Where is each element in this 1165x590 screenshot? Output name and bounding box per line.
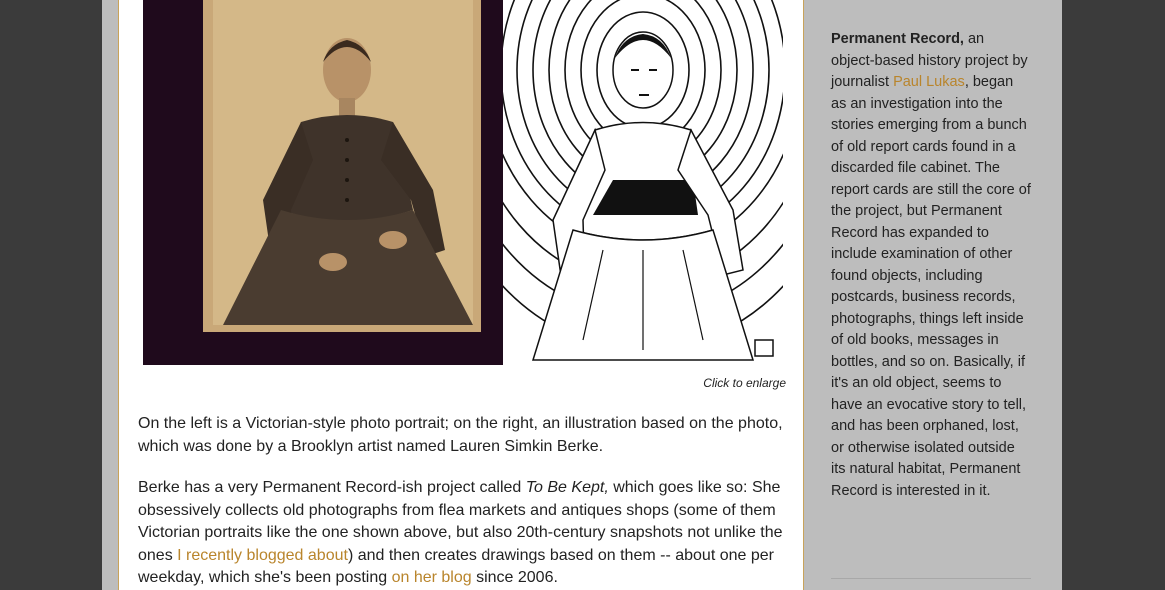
sidebar-body: , began as an investigation into the stories emerging from a bunch of old report cards found in a discarded file cabinet. The report cards are still the core of the project, but Permanent Record has expanded to include examination of other found objects, including postcards, business records, photographs, things left inside of old books, messages in bottles, and so on. Basically, if it's an old object, seems to have an evocative story to tell, and has been orphaned, lost, or otherwise isolated outside its natural habitat, Permanent Record is interested in it. (831, 74, 1031, 499)
p2-text-b: which goes like so: She obsessively collects old photographs from flea markets and antiques shops (some of them Victorian portraits like the one shown above, but also 20th-century snapshots not unlike the ones (138, 479, 783, 564)
author-link[interactable]: Paul Lukas (893, 74, 965, 90)
photo-comparison[interactable] (143, 0, 783, 365)
p2-text-a: Berke has a very Permanent Record-ish project called (138, 479, 526, 496)
main-content (118, 0, 804, 590)
image-caption[interactable]: Click to enlarge (703, 376, 786, 390)
page (102, 0, 1062, 590)
article-paragraph-1: On the left is a Victorian-style photo portrait; on the right, an illustration based on the photo, which was done by a Brooklyn artist named Lauren Simkin Berke. (138, 415, 783, 455)
p2-text-d: since 2006. (471, 569, 558, 586)
p2-text-c: ) and then creates drawings based on them -- about one per weekday, which she's been posting (138, 546, 774, 586)
victorian-photo[interactable] (183, 0, 501, 332)
sidebar-divider (831, 578, 1031, 579)
sidebar-about (831, 29, 1031, 502)
sidebar-title: Permanent Record, (831, 31, 964, 47)
article-paragraph-2 (138, 477, 788, 590)
recently-blogged-link[interactable]: I recently blogged about (177, 546, 348, 564)
her-blog-link[interactable]: on her blog (391, 569, 472, 586)
sidebar-intro: an object-based history project by journalist (831, 31, 1028, 90)
ink-illustration[interactable] (503, 0, 783, 365)
project-title: To Be Kept, (525, 479, 609, 496)
